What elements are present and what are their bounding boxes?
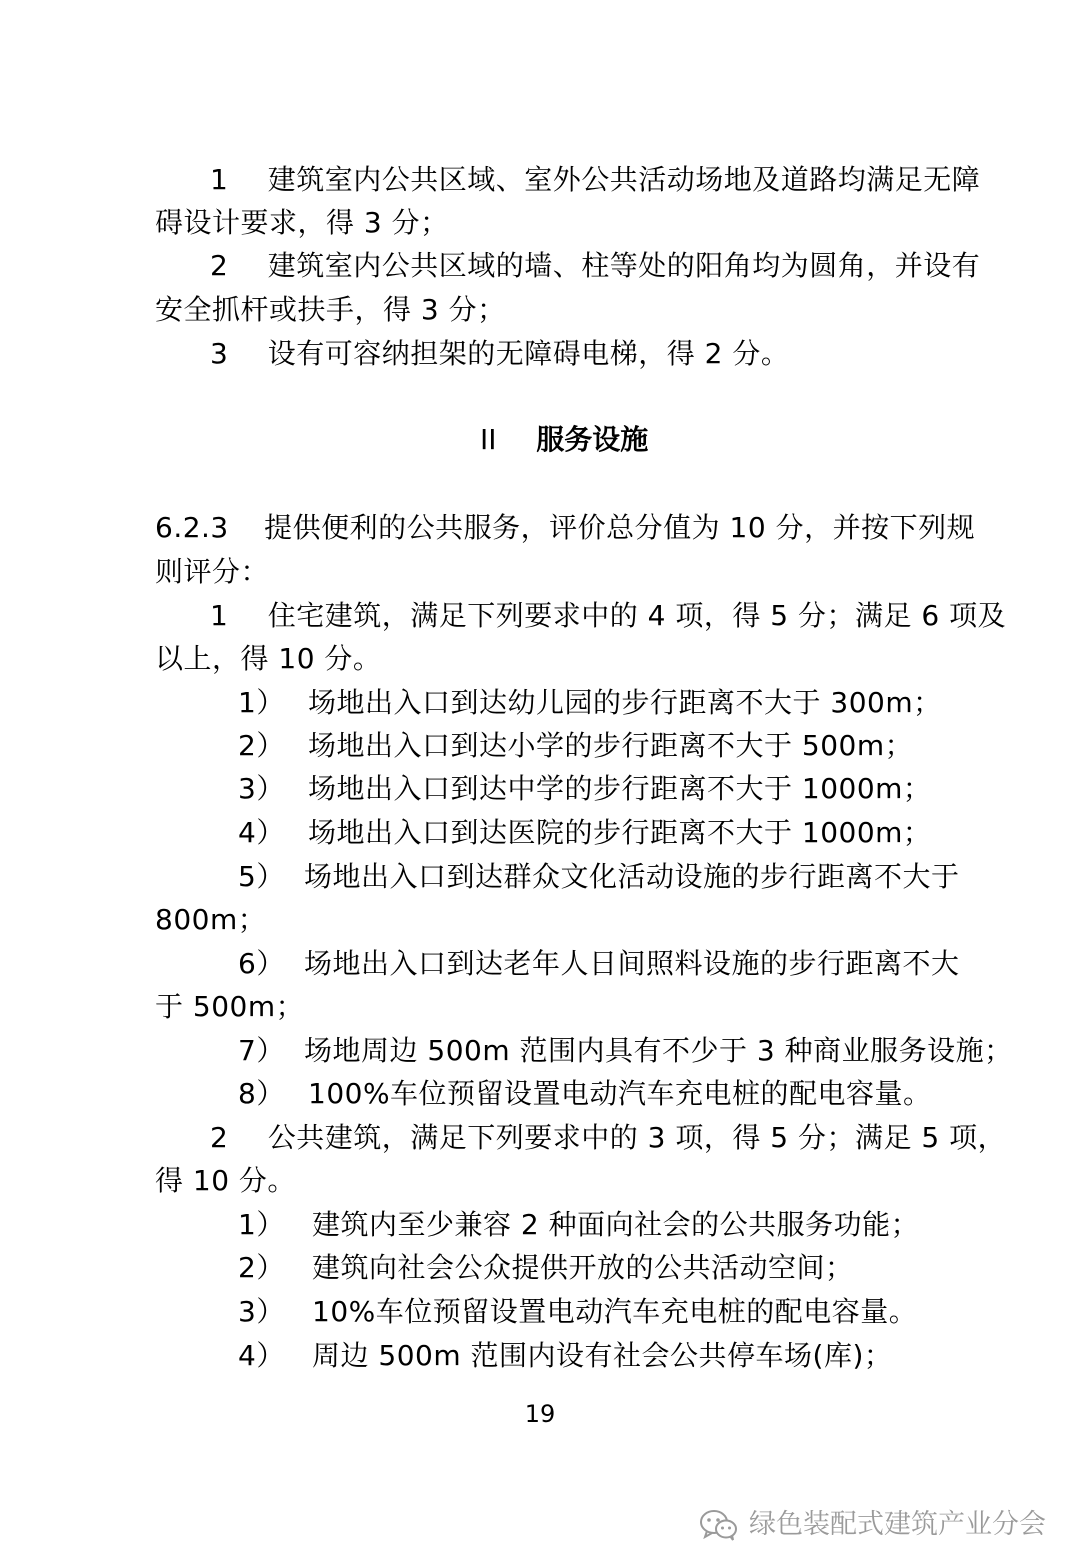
subitem-text: 场地出入口到达中学的步行距离不大于 1000m；	[308, 772, 932, 805]
residential-subitem-6	[238, 944, 960, 984]
clause-line-1	[155, 508, 975, 548]
subitem-number: 2）	[238, 729, 285, 762]
subitem-text: 场地出入口到达老年人日间照料设施的步行距离不大	[304, 947, 960, 980]
subitem-text: 100%车位预留设置电动汽车充电桩的配电容量。	[308, 1077, 932, 1110]
residential-subitem-2	[238, 726, 913, 766]
subitem-text: 10%车位预留设置电动汽车充电桩的配电容量。	[312, 1295, 918, 1328]
page-number: 19	[524, 1400, 556, 1428]
wechat-icon	[699, 1508, 739, 1542]
watermark	[699, 1505, 1046, 1545]
residential-subitem-3	[238, 769, 931, 809]
public-line-2: 得 10 分。	[155, 1164, 296, 1197]
item-text: 公共建筑，满足下列要求中的 3 项，得 5 分；满足 5 项，	[267, 1121, 1007, 1154]
subitem-text: 建筑向社会公众提供开放的公共活动空间；	[312, 1251, 854, 1284]
public-subitem-1	[238, 1205, 919, 1245]
item-number: 2	[210, 1121, 229, 1154]
subitem-number: 8）	[238, 1077, 285, 1110]
subitem-text: 周边 500m 范围内设有社会公共停车场(库)；	[312, 1339, 893, 1372]
residential-subitem-8	[238, 1074, 932, 1114]
item-text: 住宅建筑，满足下列要求中的 4 项，得 5 分；满足 6 项及	[267, 599, 1007, 632]
item-number: 2	[210, 249, 229, 282]
section-number: II	[480, 423, 497, 456]
subitem-number: 1）	[238, 686, 285, 719]
residential-subitem-5-cont: 800m；	[155, 903, 267, 936]
item-2-line-2: 安全抓杆或扶手，得 3 分；	[155, 293, 506, 326]
item-number: 1	[210, 599, 229, 632]
subitem-number: 7）	[238, 1034, 285, 1067]
subitem-number: 3）	[238, 772, 285, 805]
item-2-line-1	[210, 246, 980, 286]
subitem-text: 场地出入口到达幼儿园的步行距离不大于 300m；	[308, 686, 942, 719]
subitem-number: 2）	[238, 1251, 285, 1284]
subitem-text: 场地出入口到达群众文化活动设施的步行距离不大于	[304, 860, 960, 893]
residential-subitem-4	[238, 813, 931, 853]
residential-line-2: 以上，得 10 分。	[155, 642, 382, 675]
clause-line-2: 则评分：	[155, 555, 270, 588]
clause-number: 6.2.3	[155, 511, 229, 544]
residential-line-1	[210, 596, 1006, 636]
subitem-number: 1）	[238, 1208, 285, 1241]
item-3-line-1	[210, 334, 789, 374]
public-subitem-2	[238, 1248, 854, 1288]
watermark-text: 绿色装配式建筑产业分会	[749, 1509, 1046, 1540]
residential-subitem-1	[238, 683, 942, 723]
public-subitem-3	[238, 1292, 917, 1332]
subitem-text: 场地出入口到达医院的步行距离不大于 1000m；	[308, 816, 932, 849]
subitem-number: 4）	[238, 1339, 285, 1372]
subitem-number: 3）	[238, 1295, 285, 1328]
item-text: 建筑室内公共区域的墙、柱等处的阳角均为圆角，并设有	[267, 249, 981, 282]
residential-subitem-6-cont: 于 500m；	[155, 990, 305, 1023]
subitem-text: 场地出入口到达小学的步行距离不大于 500m；	[308, 729, 914, 762]
item-text: 建筑室内公共区域、室外公共活动场地及道路均满足无障	[267, 163, 981, 196]
public-subitem-4	[238, 1336, 892, 1376]
residential-subitem-5	[238, 857, 960, 897]
item-1-line-2: 碍设计要求，得 3 分；	[155, 206, 449, 239]
item-text: 设有可容纳担架的无障碍电梯，得 2 分。	[267, 337, 790, 370]
subitem-number: 4）	[238, 816, 285, 849]
public-line-1	[210, 1118, 1006, 1158]
item-number: 3	[210, 337, 229, 370]
subitem-number: 6）	[238, 947, 285, 980]
subitem-text: 场地周边 500m 范围内具有不少于 3 种商业服务设施；	[304, 1034, 1013, 1067]
clause-text: 提供便利的公共服务，评价总分值为 10 分，并按下列规	[264, 511, 976, 544]
item-number: 1	[210, 163, 229, 196]
section-title: 服务设施	[536, 423, 649, 456]
item-1-line-1	[210, 160, 980, 200]
residential-subitem-7	[238, 1031, 1013, 1071]
subitem-text: 建筑内至少兼容 2 种面向社会的公共服务功能；	[312, 1208, 920, 1241]
section-heading	[480, 420, 648, 460]
subitem-number: 5）	[238, 860, 285, 893]
